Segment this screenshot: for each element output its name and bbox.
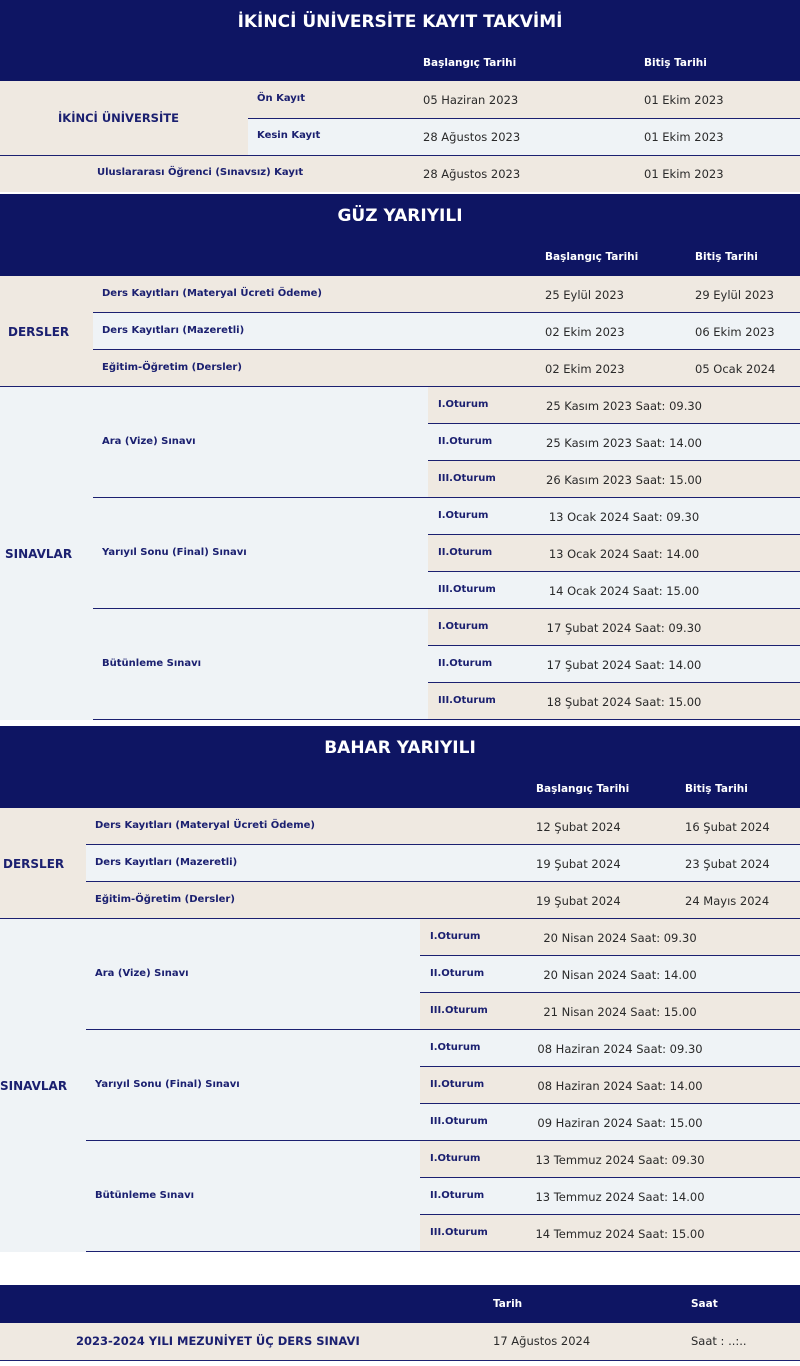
bahar-dersler-label: DERSLER — [3, 856, 65, 871]
session-value: 13 Ocak 2024 Saat: 14.00 — [548, 547, 700, 561]
exam-name: Yarıyıl Sonu (Final) Sınavı — [95, 1078, 240, 1090]
session-label: I.Oturum — [438, 621, 489, 632]
ders-label: Ders Kayıtları (Materyal Ücreti Ödeme) — [95, 820, 315, 831]
end-date: 01 Ekim 2023 — [644, 167, 724, 181]
ders-label: Ders Kayıtları (Mazeretli) — [95, 857, 238, 868]
session-label: III.Oturum — [430, 1005, 488, 1016]
session-value: 25 Kasım 2023 Saat: 09.30 — [546, 399, 702, 413]
session-value: 17 Şubat 2024 Saat: 09.30 — [546, 621, 702, 635]
session-label: III.Oturum — [438, 473, 496, 484]
session-value: 13 Temmuz 2024 Saat: 09.30 — [535, 1153, 705, 1167]
session-value: 09 Haziran 2024 Saat: 15.00 — [537, 1116, 703, 1130]
session-label: III.Oturum — [430, 1116, 488, 1127]
mezuniyet-header — [0, 1285, 800, 1323]
guz-col-end: Bitiş Tarihi — [695, 251, 758, 263]
exam-name: Yarıyıl Sonu (Final) Sınavı — [102, 546, 247, 558]
start-date: 02 Ekim 2023 — [545, 362, 625, 376]
session-value: 14 Temmuz 2024 Saat: 15.00 — [535, 1227, 705, 1241]
session-label: I.Oturum — [430, 931, 481, 942]
end-date: 01 Ekim 2023 — [644, 93, 724, 107]
row-label: Ön Kayıt — [257, 93, 306, 104]
section1-col-end: Bitiş Tarihi — [644, 57, 707, 69]
ders-label: Ders Kayıtları (Mazeretli) — [102, 325, 245, 336]
start-date: 05 Haziran 2023 — [423, 93, 519, 107]
session-label: I.Oturum — [430, 1042, 481, 1053]
session-label: III.Oturum — [438, 695, 496, 706]
guz-col-start: Başlangıç Tarihi — [545, 251, 639, 263]
row-divider — [93, 719, 800, 720]
mezuniyet-col-time: Saat — [691, 1298, 718, 1310]
guz-dersler-label: DERSLER — [8, 324, 70, 339]
session-label: I.Oturum — [438, 510, 489, 521]
session-label: III.Oturum — [430, 1227, 488, 1238]
ders-label: Eğitim-Öğretim (Dersler) — [95, 894, 235, 905]
row-divider — [86, 1251, 800, 1252]
start-date: 19 Şubat 2024 — [536, 894, 621, 908]
ders-label: Eğitim-Öğretim (Dersler) — [102, 362, 242, 373]
session-label: II.Oturum — [430, 1190, 485, 1201]
session-value: 20 Nisan 2024 Saat: 14.00 — [543, 968, 697, 982]
bahar-col-start: Başlangıç Tarihi — [536, 783, 630, 795]
end-date: 01 Ekim 2023 — [644, 130, 724, 144]
session-label: II.Oturum — [430, 968, 485, 979]
bahar-sinavlar-label: SINAVLAR — [0, 1078, 68, 1093]
row-label: Uluslararası Öğrenci (Sınavsız) Kayıt — [97, 167, 304, 178]
exam-name: Ara (Vize) Sınavı — [95, 967, 189, 979]
session-label: I.Oturum — [430, 1153, 481, 1164]
exam-name: Bütünleme Sınavı — [102, 657, 202, 669]
section1-title: İKİNCİ ÜNİVERSİTE KAYIT TAKVİMİ — [237, 12, 563, 32]
session-value: 13 Temmuz 2024 Saat: 14.00 — [535, 1190, 705, 1204]
exam-name: Ara (Vize) Sınavı — [102, 435, 196, 447]
row-label: Kesin Kayıt — [257, 130, 321, 141]
start-date: 28 Ağustos 2023 — [423, 167, 521, 181]
bahar-col-end: Bitiş Tarihi — [685, 783, 748, 795]
end-date: 05 Ocak 2024 — [695, 362, 776, 376]
session-value: 26 Kasım 2023 Saat: 15.00 — [546, 473, 702, 487]
start-date: 19 Şubat 2024 — [536, 857, 621, 871]
guz-sinavlar-label: SINAVLAR — [5, 546, 73, 561]
session-label: II.Oturum — [438, 436, 493, 447]
session-label: II.Oturum — [438, 658, 493, 669]
ders-label: Ders Kayıtları (Materyal Ücreti Ödeme) — [102, 288, 322, 299]
session-value: 21 Nisan 2024 Saat: 15.00 — [543, 1005, 697, 1019]
start-date: 12 Şubat 2024 — [536, 820, 621, 834]
session-value: 14 Ocak 2024 Saat: 15.00 — [548, 584, 700, 598]
session-value: 25 Kasım 2023 Saat: 14.00 — [546, 436, 702, 450]
start-date: 25 Eylül 2023 — [545, 288, 624, 302]
exam-name: Bütünleme Sınavı — [95, 1189, 195, 1201]
end-date: 06 Ekim 2023 — [695, 325, 775, 339]
section1-group-label: İKİNCİ ÜNİVERSİTE — [58, 111, 179, 125]
session-value: 13 Ocak 2024 Saat: 09.30 — [548, 510, 700, 524]
session-value: 18 Şubat 2024 Saat: 15.00 — [546, 695, 702, 709]
row-divider — [0, 1360, 800, 1361]
start-date: 02 Ekim 2023 — [545, 325, 625, 339]
end-date: 29 Eylül 2023 — [695, 288, 774, 302]
session-value: 08 Haziran 2024 Saat: 14.00 — [537, 1079, 703, 1093]
session-value: 17 Şubat 2024 Saat: 14.00 — [546, 658, 702, 672]
session-label: II.Oturum — [430, 1079, 485, 1090]
mezuniyet-date: 17 Ağustos 2024 — [493, 1334, 591, 1348]
section1-col-start: Başlangıç Tarihi — [423, 57, 517, 69]
mezuniyet-col-date: Tarih — [493, 1298, 523, 1310]
start-date: 28 Ağustos 2023 — [423, 130, 521, 144]
bahar-title: BAHAR YARIYILI — [324, 738, 476, 758]
session-value: 20 Nisan 2024 Saat: 09.30 — [543, 931, 697, 945]
end-date: 24 Mayıs 2024 — [685, 894, 770, 908]
session-label: III.Oturum — [438, 584, 496, 595]
session-label: I.Oturum — [438, 399, 489, 410]
mezuniyet-label: 2023-2024 YILI MEZUNİYET ÜÇ DERS SINAVI — [76, 1334, 360, 1348]
end-date: 23 Şubat 2024 — [685, 857, 770, 871]
session-value: 08 Haziran 2024 Saat: 09.30 — [537, 1042, 703, 1056]
session-label: II.Oturum — [438, 547, 493, 558]
mezuniyet-time: Saat : ..:.. — [691, 1334, 747, 1348]
end-date: 16 Şubat 2024 — [685, 820, 770, 834]
guz-title: GÜZ YARIYILI — [337, 206, 463, 226]
